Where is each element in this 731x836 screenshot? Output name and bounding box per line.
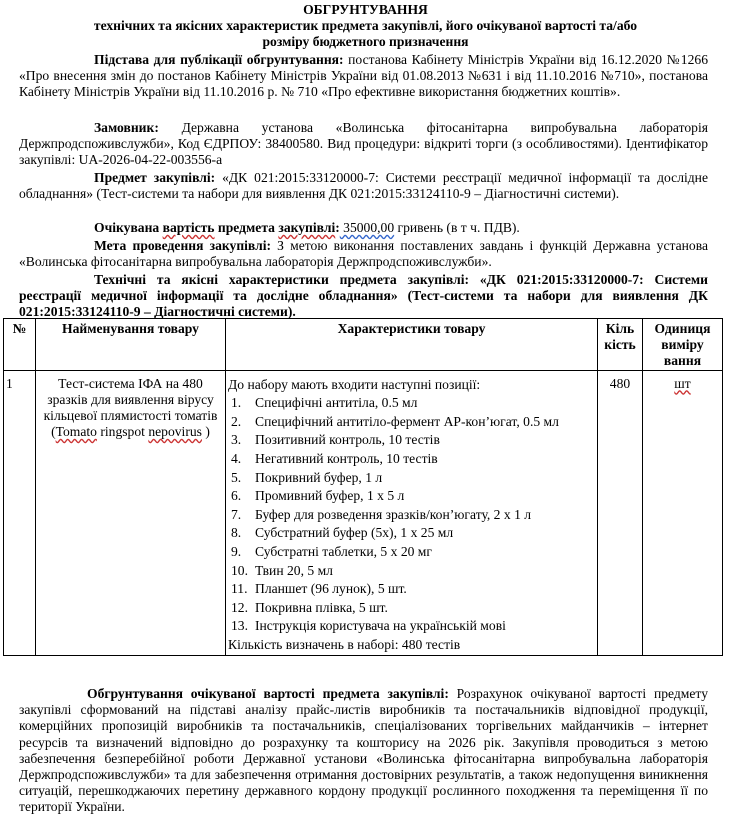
goal-label: Мета проведення закупівлі: (94, 238, 272, 253)
list-item: 10. Твин 20, 5 мл (231, 562, 333, 578)
justification-text: Розрахунок очікуваної вартості предмету закупівлі сформований на підставі аналізу прайс-листів виробників та постачальників відповідної продукції, комерційних пропозицій виробників та постачальників, спеціалізованих торгівельних майданчиків – інтернет ресурсів та визначений відповідно до розрахунку та кошторису на 2026 рік. Закупівля проводиться з метою забезпечення безперебійної роботи Державної установи «Волинська фітосанітарна випробувальна лабораторія Держпродспоживслужби» та для забезпечення отримання достовірних результатів, а також недопущення виникнення ситуацій, перешкоджаючих перетину державного кордону продукції рослинного походження та переміщення її по території України. (19, 686, 708, 815)
subject-label: Предмет закупівлі: (94, 170, 216, 185)
header-num: № (4, 319, 36, 371)
row-name-d: nepovirus (148, 424, 202, 440)
row-name-b: Tomato (55, 424, 97, 440)
subject-paragraph (19, 170, 708, 202)
list-item: 6. Промивний буфер, 1 х 5 л (231, 488, 405, 504)
customer-text: Державна установа «Волинська фітосанітарна випробувальна лабораторія Держпродспоживслужби», Код ЄДРПОУ: 38400580. Вид процедури: відкриті торги (з особливостями). Ідентифікатор закупівлі: UA-2026-04-22-003556-a (19, 120, 708, 168)
row-characteristics (226, 370, 598, 655)
header-qty: Кіль кість (598, 319, 643, 371)
subject-text: «ДК 021:2015:33120000-7: Системи реєстрації медичної інформації та дослідне обладнання» (Тест-системи та набори для виявлення ДК 021:2015:33124110-9 – Діагностичні системи). (19, 170, 708, 202)
justification-label: Обгрунтування очікуваної вартості предмета закупівлі: (87, 686, 449, 701)
characteristics-list (228, 394, 595, 636)
list-item: 1. Специфічні антитіла, 0.5 мл (231, 395, 418, 411)
list-item: 9. Субстратні таблетки, 5 х 20 мг (231, 543, 432, 559)
list-item: 12. Покривна плівка, 5 шт. (231, 599, 388, 615)
row-unit-text: шт (674, 375, 691, 391)
table-row (4, 370, 723, 655)
basis-text: постанова Кабінету Міністрів України від 16.12.2020 №1266 «Про внесення змін до постанов Кабінету Міністрів України від 01.08.2013 №631 і від 11.10.2016 №710», постанова Кабінету Міністрів України від 11.10.2016 р. № 710 «Про ефективне використання бюджетних коштів». (19, 52, 708, 100)
document-subtitle-line1: технічних та якісних характеристик предмета закупівлі, його очікуваної вартості та/або (93, 18, 638, 34)
row-unit (643, 370, 723, 655)
document-title: ОБГРУНТУВАННЯ (303, 2, 428, 17)
spec-table (3, 318, 723, 656)
cost-label-c: предмета (214, 220, 279, 235)
cost-label-d: закупівлі (278, 220, 336, 235)
cost-text: гривень (в т ч. ПДВ). (394, 220, 520, 235)
table-header-row (4, 319, 723, 371)
header-name: Найменування товару (36, 319, 226, 371)
list-item: 5. Покривний буфер, 1 л (231, 469, 383, 485)
list-item: 2. Специфічний антитіло-фермент АР-кон’югат, 0.5 мл (231, 413, 559, 429)
row-name-c: ringspot (96, 424, 149, 440)
row-name-a: Тест-система ІФА на 480 зразків для виявлення вірусу кільцевої плямистості томатів ( (43, 375, 218, 440)
row-name (36, 370, 226, 655)
technical-heading: Технічні та якісні характеристики предмета закупівлі: «ДК 021:2015:33120000-7: Системи реєстрації медичної інформації та дослідне обладнання» (Тест-системи та набори для виявлення ДК 021:2015:33124110-9 – Діагностичні системи). (19, 272, 708, 320)
list-item: 8. Субстратний буфер (5х), 1 х 25 мл (231, 525, 454, 541)
list-item: 4. Негативний контроль, 10 тестів (231, 450, 438, 466)
basis-label: Підстава для публікації обгрунтування: (94, 52, 344, 67)
cost-label-a: Очікувана (94, 220, 163, 235)
characteristics-intro: До набору мають входити наступні позиції: (228, 376, 481, 392)
customer-label: Замовник: (94, 120, 159, 135)
characteristics-footer: Кількість визначень в наборі: 480 тестів (228, 636, 461, 652)
cost-label-b: вартість (162, 220, 215, 235)
list-item: 13. Інструкція користувача на українській мові (231, 618, 506, 634)
header-chars: Характеристики товару (226, 319, 598, 371)
cost-paragraph (94, 220, 708, 236)
row-qty: 480 (598, 370, 643, 655)
row-name-e: ) (201, 424, 210, 440)
row-num: 1 (4, 370, 36, 655)
goal-paragraph (19, 238, 708, 270)
document-subtitle-line2: розміру бюджетного призначення (262, 34, 469, 50)
list-item: 7. Буфер для розведення зразків/кон’югату, 2 х 1 л (231, 506, 532, 522)
cost-amount: 35000,00 (339, 220, 395, 235)
list-item: 3. Позитивний контроль, 10 тестів (231, 432, 440, 448)
header-unit: Одиниця виміру вання (643, 319, 723, 371)
list-item: 11. Планшет (96 лунок), 5 шт. (231, 581, 407, 597)
basis-paragraph (19, 52, 708, 101)
goal-text: З метою виконання поставлених завдань і функцій Державна установа «Волинська фітосанітарна випробувальна лабораторія Держпродспоживслужби». (19, 238, 708, 270)
cost-label-e: : (335, 220, 340, 235)
justification-paragraph (19, 686, 708, 816)
customer-paragraph (19, 120, 708, 169)
